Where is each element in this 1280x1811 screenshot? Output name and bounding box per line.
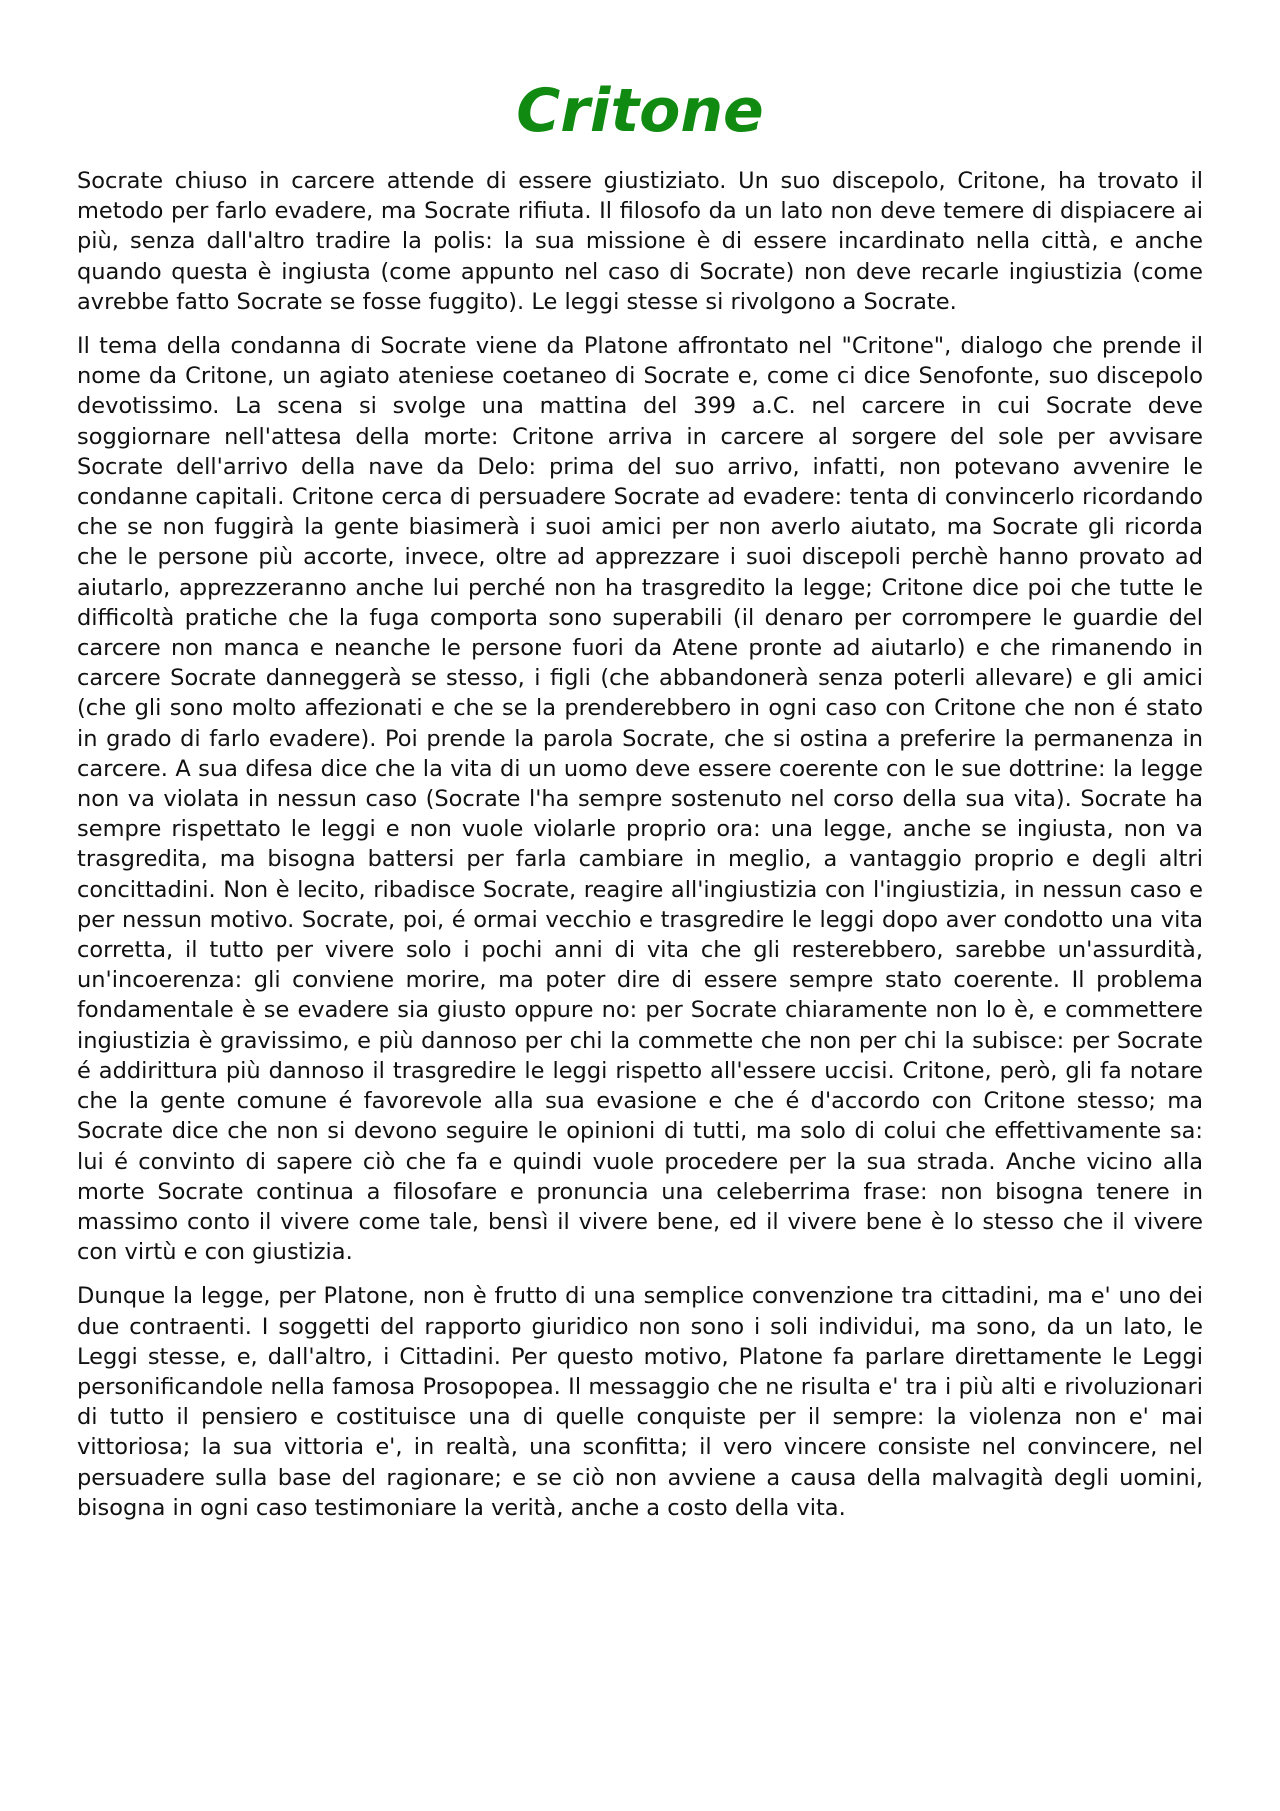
document-title: Critone (516, 76, 764, 146)
paragraph-conclusion: Dunque la legge, per Platone, non è frutto di una semplice convenzione tra cittadini, ma e' uno dei due contraenti. I soggetti del rapporto giuridico non sono i soli individui, ma sono, da un lato, le Leggi stesse, e, dall'altro, i Cittadini. Per questo motivo, Platone fa parlare direttamente le Leggi personificandole nella famosa Prosopopea. Il messaggio che ne risulta e' tra i più alti e rivoluzionari di tutto il pensiero e costituisce una di quelle conquiste per il sempre: la violenza non e' mai vittoriosa; la sua vittoria e', in realtà, una sconfitta; il vero vincere consiste nel convincere, nel persuadere sulla base del ragionare; e se ciò non avviene a causa della malvagità degli uomini, bisogna in ogni caso testimoniare la verità, anche a costo della vita. (77, 1283, 1203, 1521)
paragraph-main: Il tema della condanna di Socrate viene da Platone affrontato nel "Critone", dialogo che prende il nome da Critone, un agiato ateniese coetaneo di Socrate e, come ci dice Senofonte, suo discepolo devotissimo. La scena si svolge una mattina del 399 a.C. nel carcere in cui Socrate deve soggiornare nell'attesa della morte: Critone arriva in carcere al sorgere del sole per avvisare Socrate dell'arrivo della nave da Delo: prima del suo arrivo, infatti, non potevano avvenire le condanne capitali. Critone cerca di persuadere Socrate ad evadere: tenta di convincerlo ricordando che se non fuggirà la gente biasimerà i suoi amici per non averlo aiutato, ma Socrate gli ricorda che le persone più accorte, invece, oltre ad apprezzare i suoi discepoli perchè hanno provato ad aiutarlo, apprezzeranno anche lui perché non ha trasgredito la legge; Critone dice poi che tutte le difficoltà pratiche che la fuga comporta sono superabili (il denaro per corrompere le guardie del carcere non manca e neanche le persone fuori da Atene pronte ad aiutarlo) e che rimanendo in carcere Socrate danneggerà se stesso, i figli (che abbandonerà senza poterli allevare) e gli amici (che gli sono molto affezionati e che se la prenderebbero in ogni caso con Critone che non é stato in grado di farlo evadere). Poi prende la parola Socrate, che si ostina a preferire la permanenza in carcere. A sua difesa dice che la vita di un uomo deve essere coerente con le sue dottrine: la legge non va violata in nessun caso (Socrate l'ha sempre sostenuto nel corso della sua vita). Socrate ha sempre rispettato le leggi e non vuole violarle proprio ora: una legge, anche se ingiusta, non va trasgredita, ma bisogna battersi per farla cambiare in meglio, a vantaggio proprio e degli altri concittadini. Non è lecito, ribadisce Socrate, reagire all'ingiustizia con l'ingiustizia, in nessun caso e per nessun motivo. Socrate, poi, é ormai vecchio e trasgredire le leggi dopo aver condotto una vita corretta, il tutto per vivere solo i pochi anni di vita che gli resterebbero, sarebbe un'assurdità, un'incoerenza: gli conviene morire, ma poter dire di essere sempre stato coerente. Il problema fondamentale è se evadere sia giusto oppure no: per Socrate chiaramente non lo è, e commettere ingiustizia è gravissimo, e più dannoso per chi la commette che non per chi la subisce: per Socrate é addirittura più dannoso il trasgredire le leggi rispetto all'essere uccisi. Critone, però, gli fa notare che la gente comune é favorevole alla sua evasione e che é d'accordo con Critone stesso; ma Socrate dice che non si devono seguire le opinioni di tutti, ma solo di colui che effettivamente sa: lui é convinto di sapere ciò che fa e quindi vuole procedere per la sua strada. Anche vicino alla morte Socrate continua a filosofare e pronuncia una celeberrima frase: non bisogna tenere in massimo conto il vivere come tale, bensì il vivere bene, ed il vivere bene è lo stesso che il vivere con virtù e con giustizia. (77, 333, 1203, 1266)
paragraph-intro: Socrate chiuso in carcere attende di essere giustiziato. Un suo discepolo, Critone, ha trovato il metodo per farlo evadere, ma Socrate rifiuta. Il filosofo da un lato non deve temere di dispiacere ai più, senza dall'altro tradire la polis: la sua missione è di essere incardinato nella città, e anche quando questa è ingiusta (come appunto nel caso di Socrate) non deve recarle ingiustizia (come avrebbe fatto Socrate se fosse fuggito). Le leggi stesse si rivolgono a Socrate. (77, 168, 1203, 315)
document-page (77, 62, 1203, 1537)
